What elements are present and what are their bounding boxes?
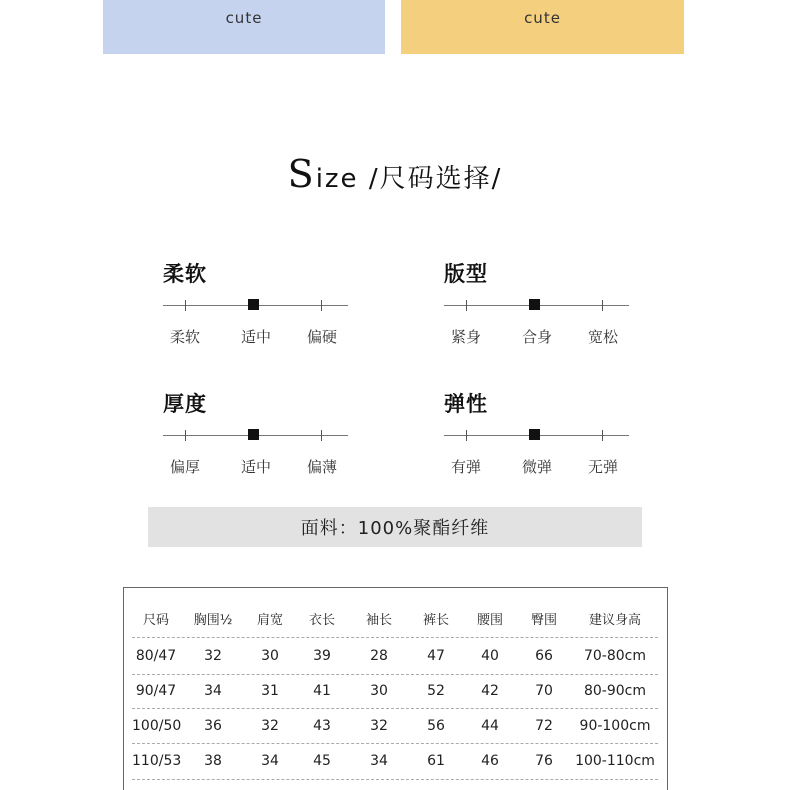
table-row: [132, 681, 658, 701]
attribute-fit: [444, 258, 629, 346]
table-header-cell: 建议身高: [588, 612, 641, 628]
scale-tick: [321, 300, 322, 311]
scale-tick: [466, 430, 467, 441]
table-cell: 70: [535, 683, 553, 699]
scale-label: 微弹: [521, 458, 552, 476]
table-header-cell: 袖长: [365, 612, 392, 628]
table-cell: 100/50: [132, 718, 182, 734]
size-table: [123, 587, 668, 790]
attribute-scale: [444, 435, 629, 436]
table-cell: 66: [535, 648, 553, 664]
row-divider: [132, 674, 658, 675]
scale-label: 柔软: [169, 328, 200, 346]
table-cell: 52: [427, 683, 445, 699]
swatch-label: cute: [524, 9, 561, 27]
attribute-name: 柔软: [163, 262, 207, 286]
attribute-name: 弹性: [444, 392, 488, 416]
table-cell: 56: [427, 718, 445, 734]
swatch-blue[interactable]: [103, 0, 385, 54]
table-cell: 44: [481, 718, 499, 734]
scale-tick: [602, 300, 603, 311]
scale-marker: [248, 429, 259, 440]
attribute-softness: [163, 258, 348, 346]
table-cell: 100-110cm: [575, 753, 655, 769]
table-cell: 28: [370, 648, 388, 664]
table-cell: 30: [261, 648, 279, 664]
table-cell: 32: [261, 718, 279, 734]
scale-label: 有弹: [450, 458, 481, 476]
attribute-name: 版型: [444, 262, 488, 286]
scale-label: 无弹: [587, 458, 618, 476]
scale-tick: [466, 300, 467, 311]
table-cell: 46: [481, 753, 499, 769]
scale-label: 合身: [521, 328, 552, 346]
table-cell: 76: [535, 753, 553, 769]
table-row: [132, 646, 658, 666]
row-divider: [132, 708, 658, 709]
scale-tick: [602, 430, 603, 441]
table-cell: 42: [481, 683, 499, 699]
scale-tick: [185, 300, 186, 311]
table-cell: 36: [204, 718, 222, 734]
table-cell: 43: [313, 718, 331, 734]
table-cell: 47: [427, 648, 445, 664]
row-divider: [132, 779, 658, 780]
table-cell: 90-100cm: [579, 718, 651, 734]
table-cell: 72: [535, 718, 553, 734]
scale-tick: [185, 430, 186, 441]
table-cell: 110/53: [132, 753, 182, 769]
scale-label: 适中: [240, 328, 271, 346]
title-cn: /尺码选择/: [368, 164, 503, 194]
table-header-row: [132, 608, 658, 628]
fabric-info: 面料：100%聚酯纤维: [148, 507, 642, 547]
table-row: [132, 751, 658, 771]
table-cell: 34: [261, 753, 279, 769]
table-cell: 32: [370, 718, 388, 734]
swatch-yellow[interactable]: [401, 0, 684, 54]
table-header-cell: 衣长: [308, 612, 335, 628]
table-header-cell: 胸围½: [193, 612, 233, 628]
attribute-scale: [163, 435, 348, 436]
title-rest: ize: [315, 164, 359, 194]
table-header-cell: 臀围: [530, 612, 557, 628]
attribute-thickness: [163, 388, 348, 476]
table-cell: 31: [261, 683, 279, 699]
title-initial: S: [287, 152, 316, 196]
attribute-scale: [444, 305, 629, 306]
table-header-cell: 腰围: [476, 612, 503, 628]
scale-label: 偏薄: [306, 458, 337, 476]
attribute-elasticity: [444, 388, 629, 476]
table-cell: 70-80cm: [583, 648, 646, 664]
attribute-scale: [163, 305, 348, 306]
table-cell: 34: [370, 753, 388, 769]
scale-label: 偏厚: [169, 458, 200, 476]
scale-label: 偏硬: [306, 328, 337, 346]
scale-tick: [321, 430, 322, 441]
scale-marker: [529, 429, 540, 440]
row-divider: [132, 743, 658, 744]
table-cell: 45: [313, 753, 331, 769]
scale-label: 宽松: [587, 328, 618, 346]
table-cell: 39: [313, 648, 331, 664]
table-header-cell: 肩宽: [256, 612, 283, 628]
table-header-cell: 尺码: [142, 612, 169, 628]
attribute-name: 厚度: [163, 392, 207, 416]
table-row: [132, 716, 658, 736]
table-cell: 61: [427, 753, 445, 769]
table-cell: 30: [370, 683, 388, 699]
swatch-label: cute: [225, 9, 263, 27]
row-divider: [132, 637, 658, 638]
table-cell: 40: [481, 648, 499, 664]
table-cell: 32: [204, 648, 222, 664]
table-cell: 38: [204, 753, 222, 769]
scale-label: 适中: [240, 458, 271, 476]
table-cell: 80-90cm: [583, 683, 646, 699]
table-cell: 90/47: [135, 683, 177, 699]
size-section-title: [0, 152, 790, 196]
table-cell: 80/47: [135, 648, 177, 664]
scale-marker: [529, 299, 540, 310]
scale-label: 紧身: [450, 328, 481, 346]
table-cell: 34: [204, 683, 222, 699]
scale-marker: [248, 299, 259, 310]
table-cell: 41: [313, 683, 331, 699]
table-header-cell: 裤长: [422, 612, 449, 628]
